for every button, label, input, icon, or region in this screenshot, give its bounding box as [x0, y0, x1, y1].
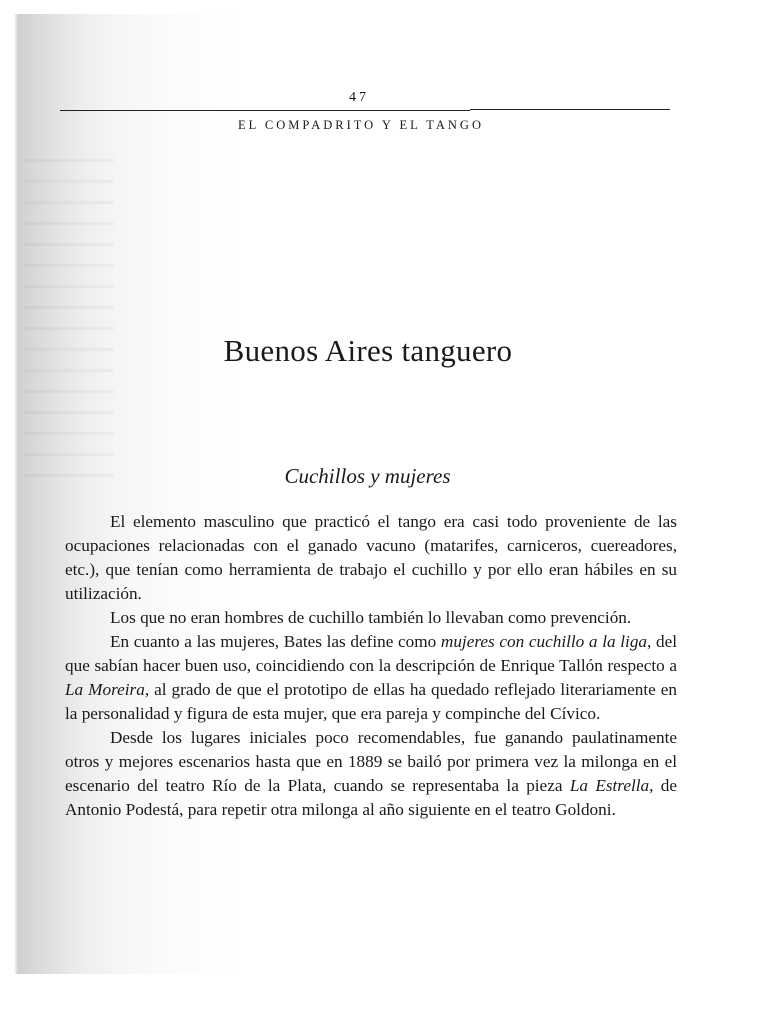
- paragraph-text: , del que sabían hacer buen uso, coincidiendo con la descripción de Enrique Tallón respecto a: [65, 632, 677, 675]
- italic-phrase: mujeres con cuchillo a la liga: [440, 632, 648, 651]
- paragraph: [65, 726, 677, 822]
- italic-title: La Moreira: [65, 680, 145, 699]
- paragraph: [65, 630, 677, 726]
- italic-title: La Estrella: [569, 776, 650, 795]
- body-text: [65, 510, 677, 822]
- running-header: EL COMPADRITO Y EL TANGO: [237, 118, 484, 132]
- paragraph-text: Desde los lugares iniciales poco recomendables, fue ganando paulatinamente otros y mejores escenarios hasta que en 1889 se bailó por primera vez la milonga en el escenario del teatro Río de la Plata, cuando se representaba la pieza: [65, 728, 677, 795]
- paragraph-text: , de Antonio Podestá, para repetir otra milonga al año siguiente en el teatro Goldoni.: [65, 776, 677, 819]
- scan-border-bottom: [0, 974, 768, 1024]
- show-through-bleed: [24, 150, 114, 480]
- paragraph-text: , al grado de que el prototipo de ellas ha quedado reflejado literariamente en la personalidad y figura de esta mujer, que era pareja y compinche del Cívico.: [65, 680, 677, 723]
- section-title: Cuchillos y mujeres: [284, 464, 451, 488]
- chapter-title: Buenos Aires tanguero: [223, 333, 513, 368]
- paragraph: [65, 510, 677, 606]
- paragraph-text: Los que no eran hombres de cuchillo también lo llevaban como prevención.: [110, 608, 632, 627]
- header-rule-right: [470, 109, 670, 110]
- header-rule: [60, 110, 470, 111]
- paragraph: [65, 606, 677, 630]
- page-number: 47: [349, 90, 369, 105]
- paragraph-text: El elemento masculino que practicó el tango era casi todo proveniente de las ocupaciones relacionadas con el ganado vacuno (matarifes, carniceros, cuereadores, etc.), que tenían como herramienta de trabajo el cuchillo y por ello eran hábiles en su utilización.: [65, 512, 677, 603]
- paragraph-text: En cuanto a las mujeres, Bates las define como: [110, 632, 441, 651]
- scan-border-top: [0, 0, 768, 14]
